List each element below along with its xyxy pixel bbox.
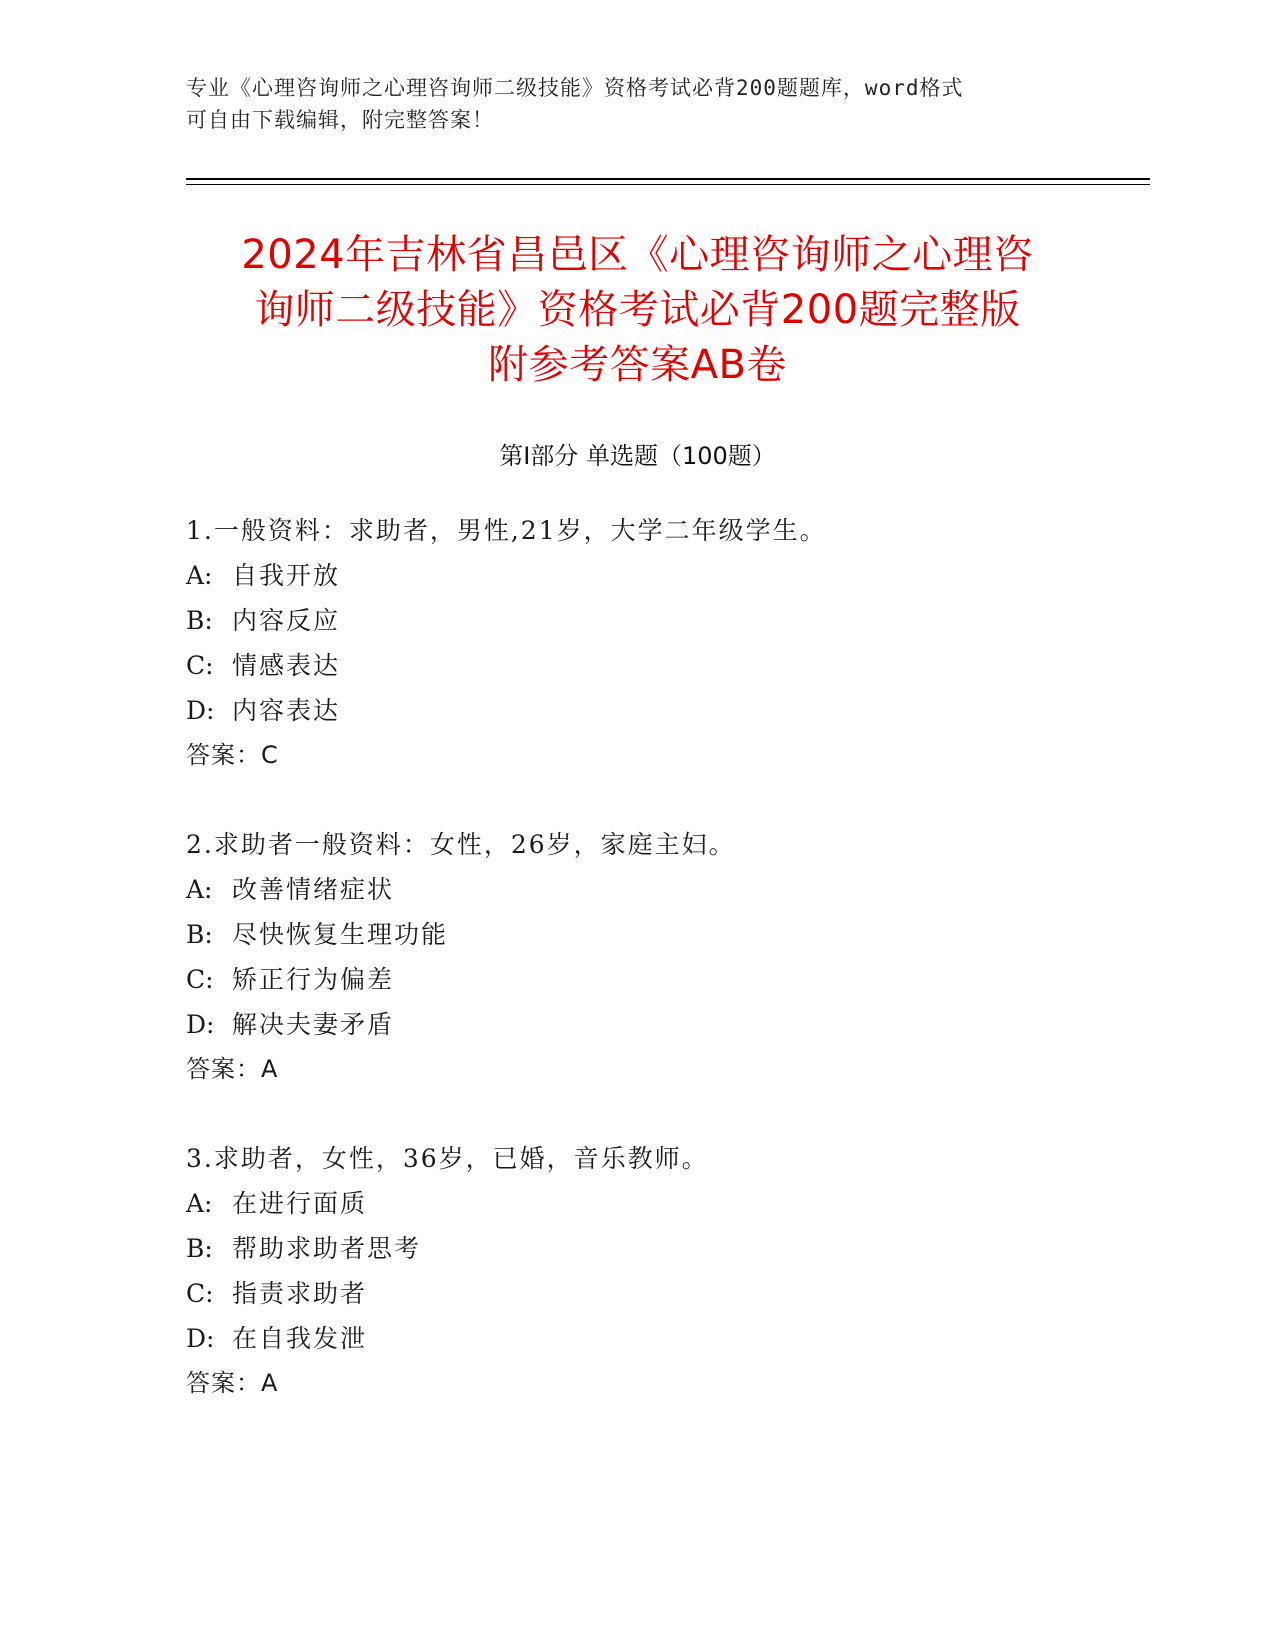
option-b [186, 912, 1086, 957]
question-stem: 2.求助者一般资料：女性，26岁，家庭主妇。 [186, 830, 736, 859]
option-key: A: [186, 875, 213, 904]
option-text: 情感表达 [232, 651, 341, 680]
option-text: 自我开放 [232, 561, 341, 590]
option-b [186, 1226, 1086, 1271]
option-text: 指责求助者 [232, 1279, 368, 1308]
option-c [186, 1271, 1086, 1316]
question-2 [186, 822, 1086, 1092]
option-text: 内容反应 [232, 606, 341, 635]
question-3 [186, 1136, 1086, 1406]
option-c [186, 957, 1086, 1002]
document-title-line-2: 询师二级技能》资格考试必背200题完整版 [254, 287, 1021, 333]
option-c [186, 643, 1086, 688]
header-note-line-1: 专业《心理咨询师之心理咨询师二级技能》资格考试必背200题题库，word格式 [186, 76, 964, 100]
option-d [186, 1316, 1086, 1361]
option-key: B: [186, 920, 213, 949]
option-key: A: [186, 561, 213, 590]
document-title [160, 228, 1115, 393]
header-rule-thick [186, 178, 1150, 180]
option-key: C: [186, 1279, 214, 1308]
option-key: D: [186, 1010, 215, 1039]
header-note [186, 72, 1066, 136]
option-key: B: [186, 606, 213, 635]
option-key: D: [186, 696, 215, 725]
question-stem: 1.一般资料：求助者，男性,21岁，大学二年级学生。 [186, 516, 827, 545]
option-text: 在进行面质 [232, 1189, 368, 1218]
option-key: C: [186, 965, 214, 994]
option-text: 内容表达 [232, 696, 341, 725]
option-a [186, 867, 1086, 912]
option-text: 帮助求助者思考 [232, 1234, 422, 1263]
option-a [186, 1181, 1086, 1226]
option-key: B: [186, 1234, 213, 1263]
option-text: 解决夫妻矛盾 [232, 1010, 395, 1039]
header-note-line-2: 可自由下载编辑，附完整答案！ [186, 108, 494, 132]
section-heading: 第Ⅰ部分 单选题（100题） [499, 442, 776, 470]
answer: 答案：C [186, 741, 279, 769]
document-title-line-1: 2024年吉林省昌邑区《心理咨询师之心理咨 [241, 232, 1034, 278]
option-key: D: [186, 1324, 215, 1353]
option-text: 矫正行为偏差 [232, 965, 395, 994]
question-stem: 3.求助者，女性，36岁，已婚，音乐教师。 [186, 1144, 709, 1173]
answer: 答案：A [186, 1055, 279, 1083]
option-d [186, 688, 1086, 733]
document-title-line-3: 附参考答案AB卷 [488, 342, 787, 388]
question-1 [186, 508, 1086, 778]
option-text: 尽快恢复生理功能 [232, 920, 449, 949]
option-b [186, 598, 1086, 643]
option-a [186, 553, 1086, 598]
option-text: 改善情绪症状 [232, 875, 395, 904]
option-key: A: [186, 1189, 213, 1218]
option-key: C: [186, 651, 214, 680]
answer: 答案：A [186, 1369, 279, 1397]
header-rule-thin [186, 184, 1150, 185]
option-d [186, 1002, 1086, 1047]
option-text: 在自我发泄 [232, 1324, 368, 1353]
